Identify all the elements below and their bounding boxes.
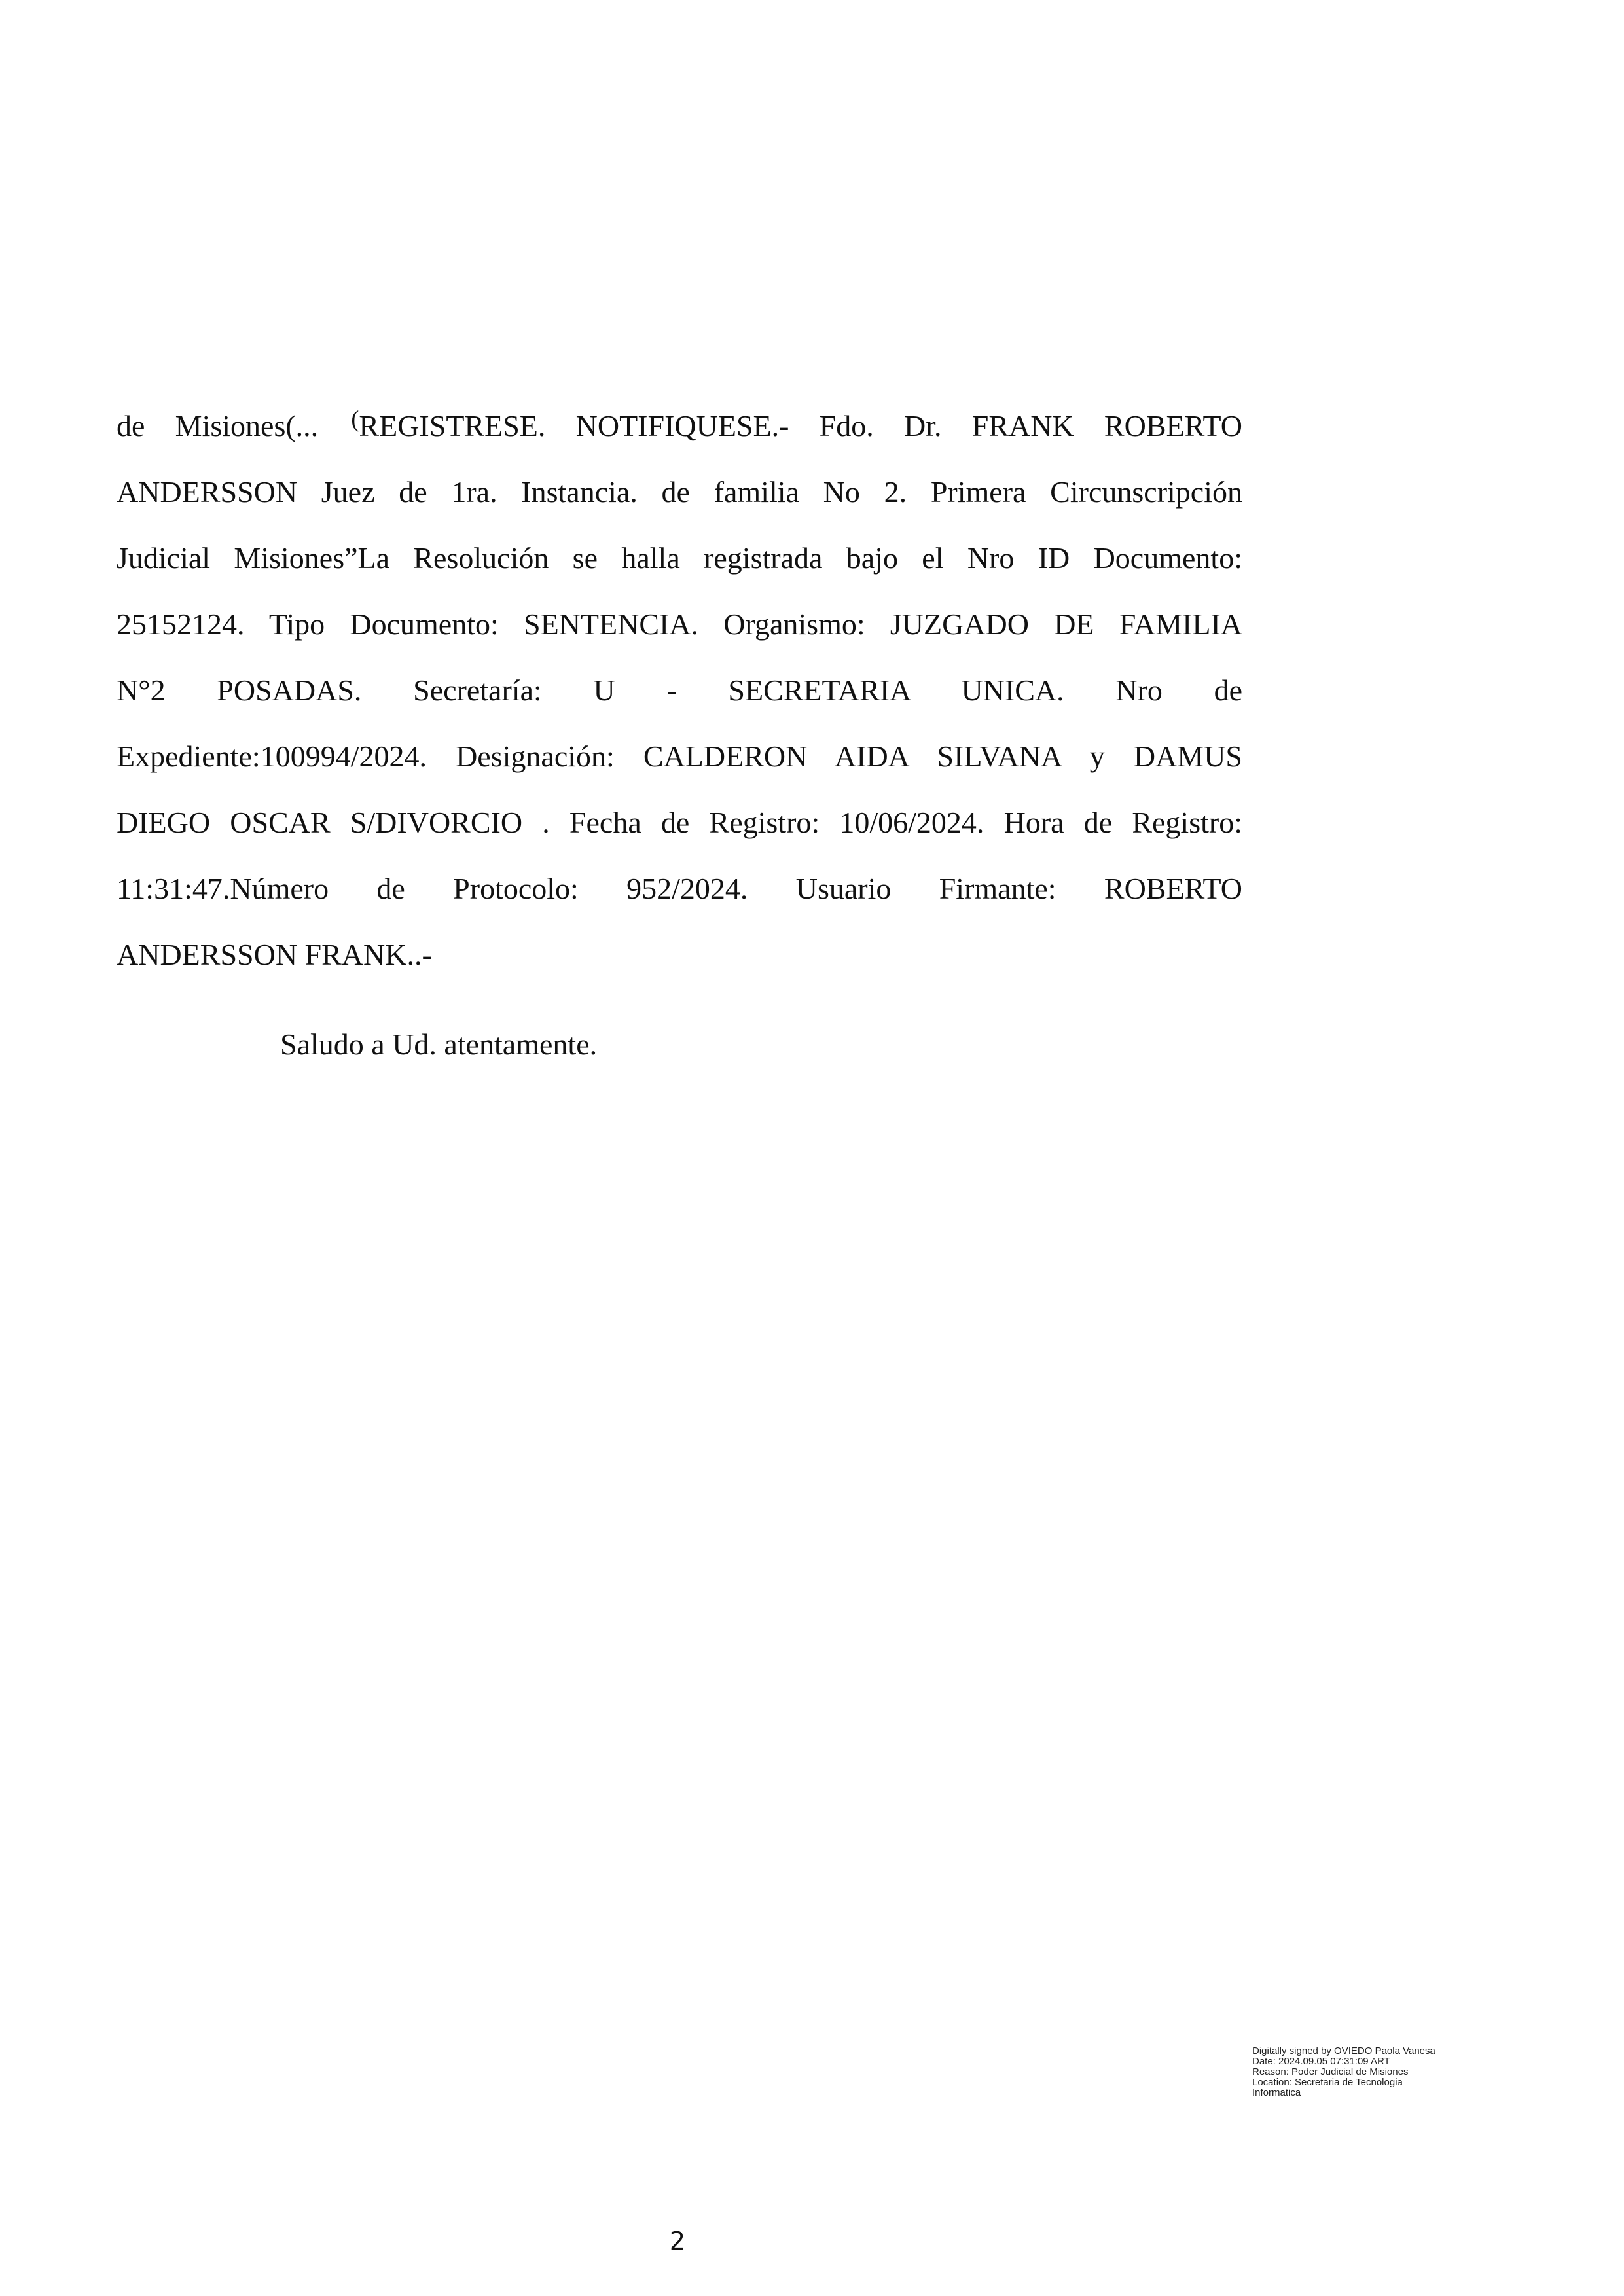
superscript-mark: ( — [351, 406, 359, 432]
closing-salutation: Saludo a Ud. atentamente. — [280, 1028, 598, 1061]
digital-signature-block — [1252, 2046, 1435, 2098]
body-line-4: 25152124. Tipo Documento: SENTENCIA. Organismo: JUZGADO DE FAMILIA — [117, 607, 1242, 641]
body-line-3: Judicial Misiones”La Resolución se halla registrada bajo el Nro ID Documento: — [117, 541, 1242, 575]
body-line-1: de Misiones(... (REGISTRESE. NOTIFIQUESE.- Fdo. Dr. FRANK ROBERTO — [117, 406, 1243, 442]
signature-location-cont: Informatica — [1252, 2087, 1301, 2098]
signature-location: Location: Secretaria de Tecnologia — [1252, 2077, 1403, 2088]
body-line-7: DIEGO OSCAR S/DIVORCIO . Fecha de Registro: 10/06/2024. Hora de Registro: — [117, 806, 1242, 839]
body-line-8: 11:31:47.Número de Protocolo: 952/2024. Usuario Firmante: ROBERTO — [117, 872, 1242, 905]
signature-reason: Reason: Poder Judicial de Misiones — [1252, 2066, 1409, 2077]
body-line-9: ANDERSSON FRANK..- — [117, 938, 432, 971]
body-line-2: ANDERSSON Juez de 1ra. Instancia. de familia No 2. Primera Circunscripción — [117, 475, 1242, 509]
signature-signer: Digitally signed by OVIEDO Paola Vanesa — [1252, 2045, 1435, 2056]
body-line-6: Expediente:100994/2024. Designación: CALDERON AIDA SILVANA y DAMUS — [117, 740, 1242, 773]
signature-date: Date: 2024.09.05 07:31:09 ART — [1252, 2056, 1390, 2067]
body-paragraph — [117, 393, 1242, 988]
page-number: 2 — [669, 2227, 686, 2255]
body-line-5: N°2 POSADAS. Secretaría: U - SECRETARIA UNICA. Nro de — [117, 673, 1242, 707]
